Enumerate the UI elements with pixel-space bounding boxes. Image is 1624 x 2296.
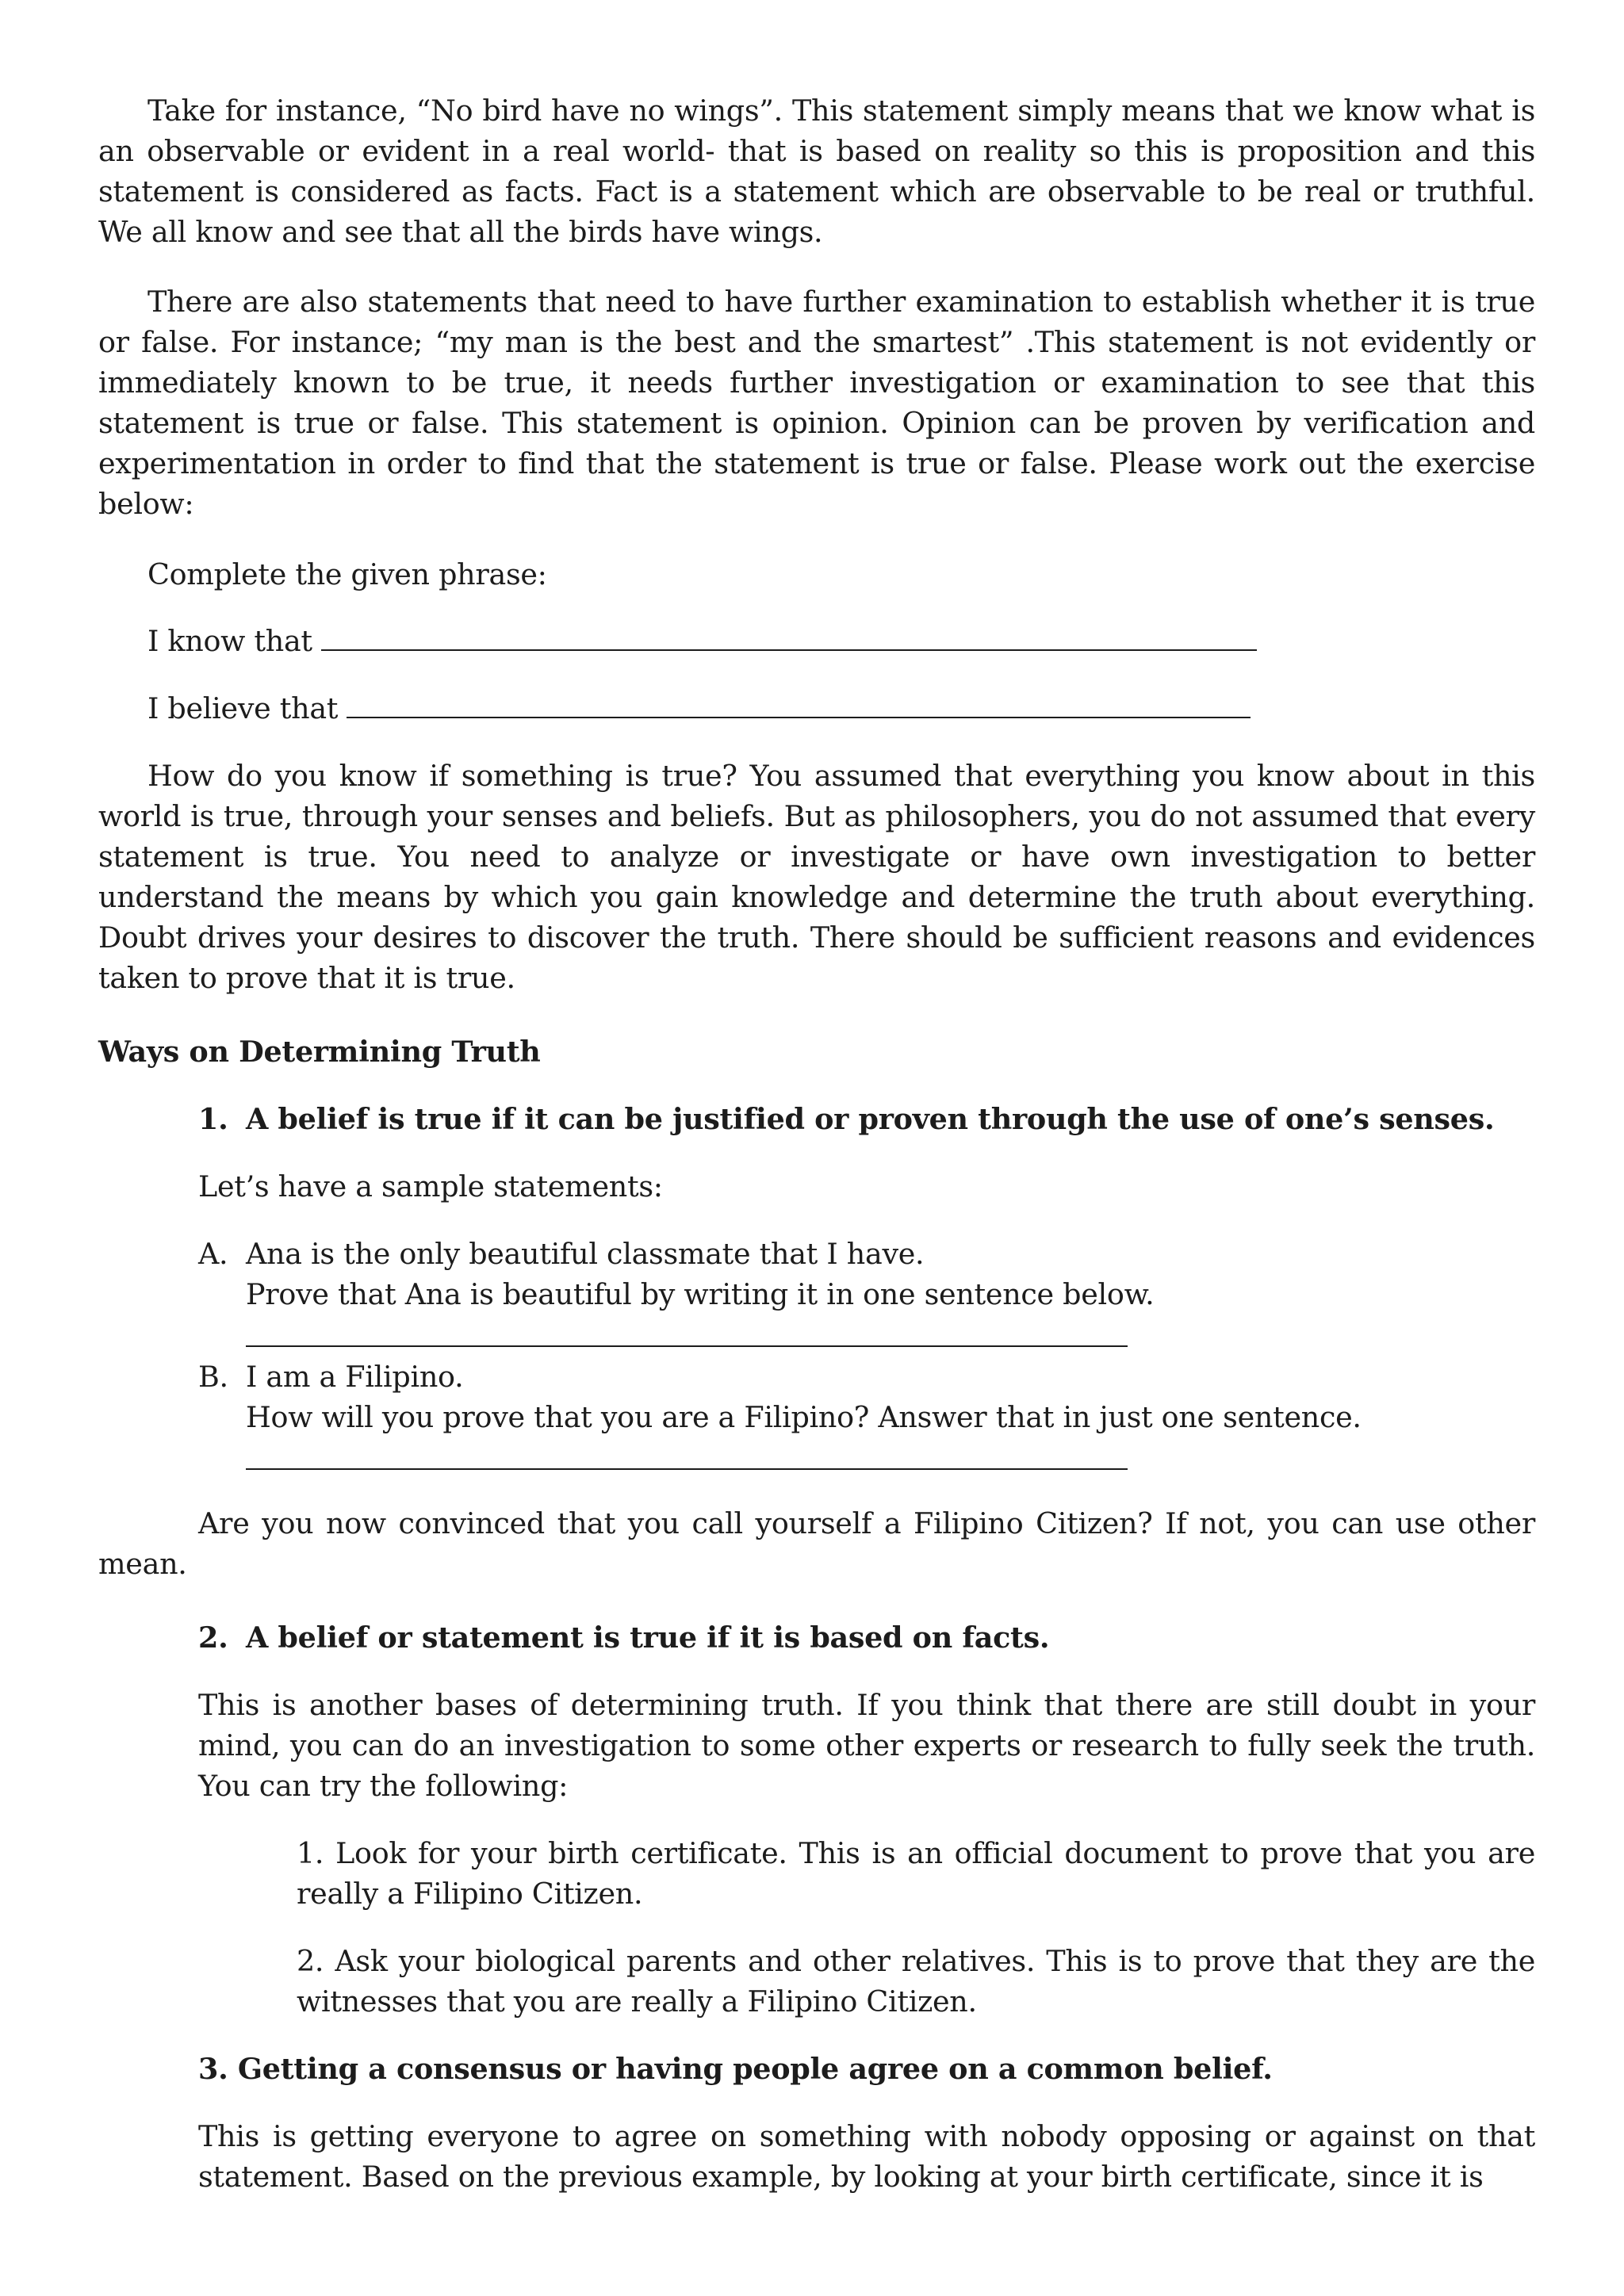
paragraph-facts: Take for instance, “No bird have no wings”. This statement simply means that we know what is an observable or evident in a real world- that is based on reality so this is proposition and this statement is considered as facts. Fact is a statement which are observable to be real or truthful. We all know and see that all the birds have wings. [98, 94, 1535, 249]
item3-body: This is getting everyone to agree on something with nobody opposing or against on that statement. Based on the previous example, by looking at your birth certificate, since it is [198, 2119, 1535, 2194]
item1-b-line1: I am a Filipino. [246, 1360, 464, 1394]
i-believe-that-line [147, 688, 1251, 729]
item1-title: A belief is true if it can be justified or proven through the use of one’s senses. [246, 1102, 1495, 1136]
item2-sub1: 1. Look for your birth certificate. This is an official document to prove that you are really a Filipino Citizen. [297, 1836, 1535, 1911]
paragraph-how-do-you-know: How do you know if something is true? You assumed that everything you know about in this world is true, through your senses and beliefs. But as philosophers, you do not assumed that every statement is true. You need to analyze or investigate or have own investigation to better understand the means by which you gain knowledge and determine the truth about everything. Doubt drives your desires to discover the truth. There should be sufficient reasons and evidences taken to prove that it is true. [98, 759, 1535, 995]
item2-heading [198, 1617, 1049, 1658]
item1-a [198, 1234, 924, 1274]
item1-a-line1: Ana is the only beautiful classmate that I have. [246, 1237, 925, 1271]
i-believe-that-label: I believe that [147, 691, 339, 725]
paragraph-opinion: There are also statements that need to have further examination to establish whether it is true or false. For instance; “my man is the best and the smartest” .This statement is not evidently or immediately known to be true, it needs further investigation or examination to see that this statement is true or false. This statement is opinion. Opinion can be proven by verification and experimentation in order to find that the statement is true or false. Please work out the exercise below: [98, 285, 1535, 521]
item1-a-line2: Prove that Ana is beautiful by writing it in one sentence below. [246, 1277, 1155, 1311]
item3-title: 3. Getting a consensus or having people agree on a common belief. [198, 2052, 1273, 2086]
item1-a-answer-line[interactable] [246, 1345, 1128, 1347]
item1-heading [198, 1099, 1494, 1139]
item1-a-label: A. [198, 1237, 228, 1271]
item1-b-label: B. [198, 1360, 228, 1394]
item1-intro: Let’s have a sample statements: [198, 1169, 663, 1203]
i-know-that-blank[interactable] [321, 622, 1257, 651]
item1-convinced: Are you now convinced that you call yourself a Filipino Citizen? If not, you can use other mean. [98, 1506, 1535, 1581]
item2-sub2: 2. Ask your biological parents and other relatives. This is to prove that they are the witnesses that you are really a Filipino Citizen. [297, 1944, 1535, 2019]
i-know-that-line [147, 621, 1257, 661]
item1-number: 1. [198, 1102, 228, 1136]
i-believe-that-blank[interactable] [347, 690, 1251, 718]
i-know-that-label: I know that [147, 624, 312, 658]
item1-b [198, 1357, 463, 1397]
complete-phrase-prompt: Complete the given phrase: [147, 557, 547, 591]
item2-body: This is another bases of determining truth. If you think that there are still doubt in your mind, you can do an investigation to some other experts or research to fully seek the truth. You can try the following: [198, 1688, 1535, 1803]
section-heading: Ways on Determining Truth [98, 1035, 541, 1069]
item1-b-answer-line[interactable] [246, 1468, 1128, 1470]
item2-title: A belief or statement is true if it is based on facts. [246, 1621, 1050, 1655]
item2-number: 2. [198, 1621, 228, 1655]
item1-b-line2: How will you prove that you are a Filipino? Answer that in just one sentence. [246, 1400, 1362, 1434]
